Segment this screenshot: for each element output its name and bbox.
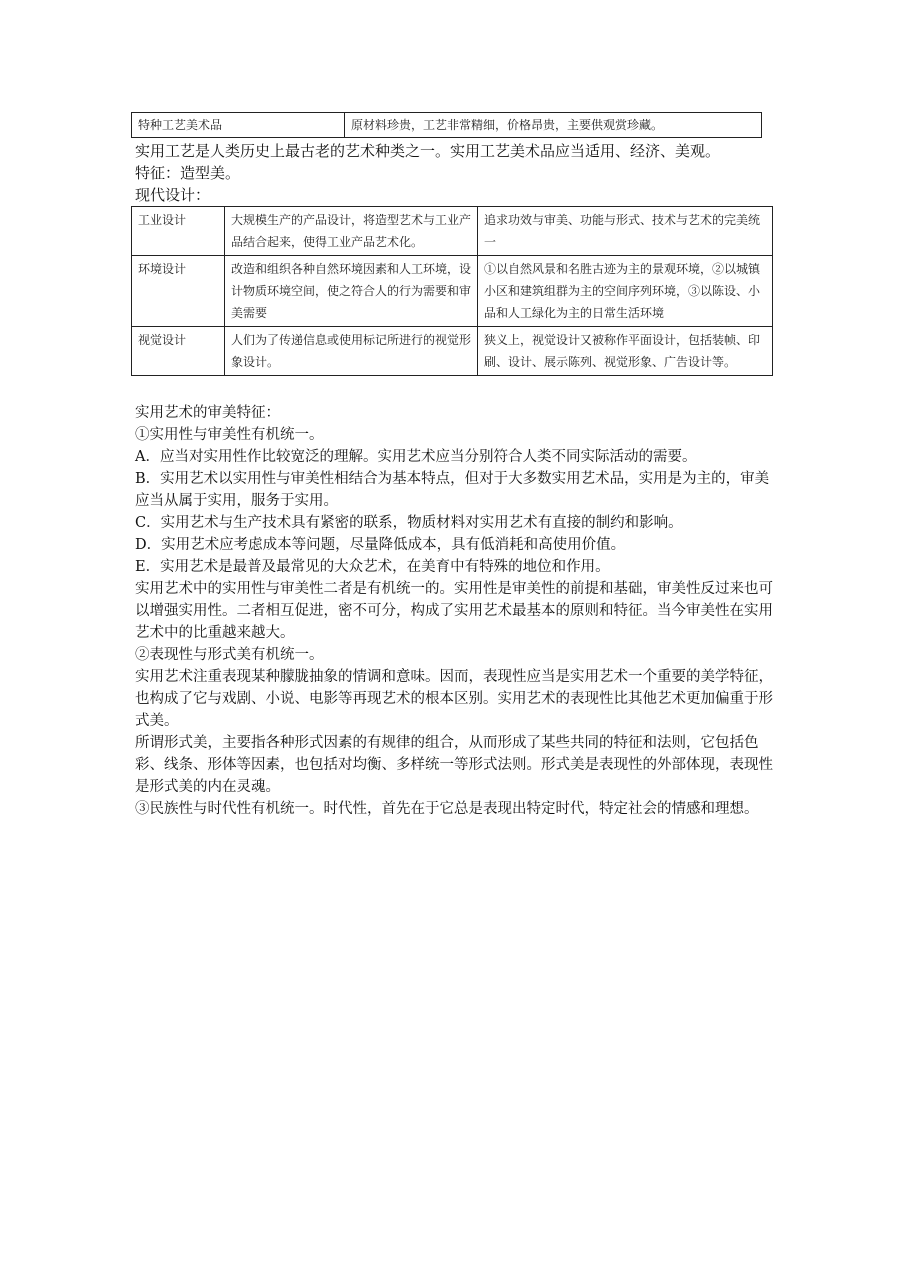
section-heading: 实用艺术的审美特征：	[135, 405, 280, 421]
intro-paragraph: 实用工艺是人类历史上最古老的艺术种类之一。实用工艺美术品应当适用、经济、美观。	[135, 142, 721, 160]
item-d: D．实用艺术应考虑成本等问题，尽量降低成本，具有低消耗和高使用价值。	[135, 537, 626, 553]
item-a: A．应当对实用性作比较宽泛的理解。实用艺术应当分别符合人类不同实际活动的需要。	[135, 449, 697, 465]
formal-beauty-paragraph: 所谓形式美，主要指各种形式因素的有规律的组合，从而形成了某些共同的特征和法则，它包括色彩、线条、形体等因素，也包括对均衡、多样统一等形式法则。形式美是表现性的外部体现，表现性是形式美的内在灵魂。	[135, 735, 773, 795]
category-name-cell: 特种工艺美术品	[132, 113, 345, 138]
category-desc-cell: 原材料珍贵，工艺非常精细，价格昂贵，主要供观赏珍藏。	[345, 113, 762, 138]
subheading-1: ①实用性与审美性有机统一。	[135, 427, 324, 443]
table-row	[132, 327, 773, 376]
design-note-cell: ①以自然风景和名胜古迹为主的景观环境，②以城镇小区和建筑组群为主的空间序列环境，③以陈设、小品和人工绿化为主的日常生活环境	[478, 256, 773, 327]
design-name-cell: 环境设计	[132, 256, 225, 327]
item-b: B．实用艺术以实用性与审美性相结合为基本特点，但对于大多数实用艺术品，实用是为主的，审美应当从属于实用，服务于实用。	[135, 471, 770, 509]
subheading-3: ③民族性与时代性有机统一。时代性，首先在于它总是表现出特定时代，特定社会的情感和理想。	[135, 801, 759, 817]
item-e: E．实用艺术是最普及最常见的大众艺术，在美育中有特殊的地位和作用。	[135, 559, 610, 575]
design-note-cell: 狭义上，视觉设计又被称作平面设计，包括装帧、印刷、设计、展示陈列、视觉形象、广告设计等。	[478, 327, 773, 376]
design-desc-cell: 大规模生产的产品设计，将造型艺术与工业产品结合起来，使得工业产品艺术化。	[225, 207, 478, 256]
summary-paragraph: 实用艺术中的实用性与审美性二者是有机统一的。实用性是审美性的前提和基础，审美性反过来也可以增强实用性。二者相互促进，密不可分，构成了实用艺术最基本的原则和特征。当今审美性在实用艺术中的比重越来越大。	[135, 581, 773, 641]
design-name-cell: 视觉设计	[132, 327, 225, 376]
table-row	[132, 113, 762, 138]
table-row	[132, 256, 773, 327]
intro-text	[135, 140, 775, 206]
subheading-2: ②表现性与形式美有机统一。	[135, 647, 324, 663]
modern-design-table	[131, 206, 773, 376]
item-c: C．实用艺术与生产技术具有紧密的联系，物质材料对实用艺术有直接的制约和影响。	[135, 515, 683, 531]
expression-paragraph: 实用艺术注重表现某种朦胧抽象的情调和意味。因而，表现性应当是实用艺术一个重要的美学特征，也构成了它与戏剧、小说、电影等再现艺术的根本区别。实用艺术的表现性比其他艺术更加偏重于形式美。	[135, 669, 773, 729]
table-row	[132, 207, 773, 256]
feature-line: 特征：造型美。	[135, 164, 241, 182]
special-crafts-table	[131, 112, 762, 138]
design-desc-cell: 改造和组织各种自然环境因素和人工环境，设计物质环境空间，使之符合人的行为需要和审美需要	[225, 256, 478, 327]
aesthetic-features-text	[135, 402, 775, 820]
design-name-cell: 工业设计	[132, 207, 225, 256]
modern-design-heading: 现代设计：	[135, 186, 211, 204]
design-desc-cell: 人们为了传递信息或使用标记所进行的视觉形象设计。	[225, 327, 478, 376]
design-note-cell: 追求功效与审美、功能与形式、技术与艺术的完美统一	[478, 207, 773, 256]
